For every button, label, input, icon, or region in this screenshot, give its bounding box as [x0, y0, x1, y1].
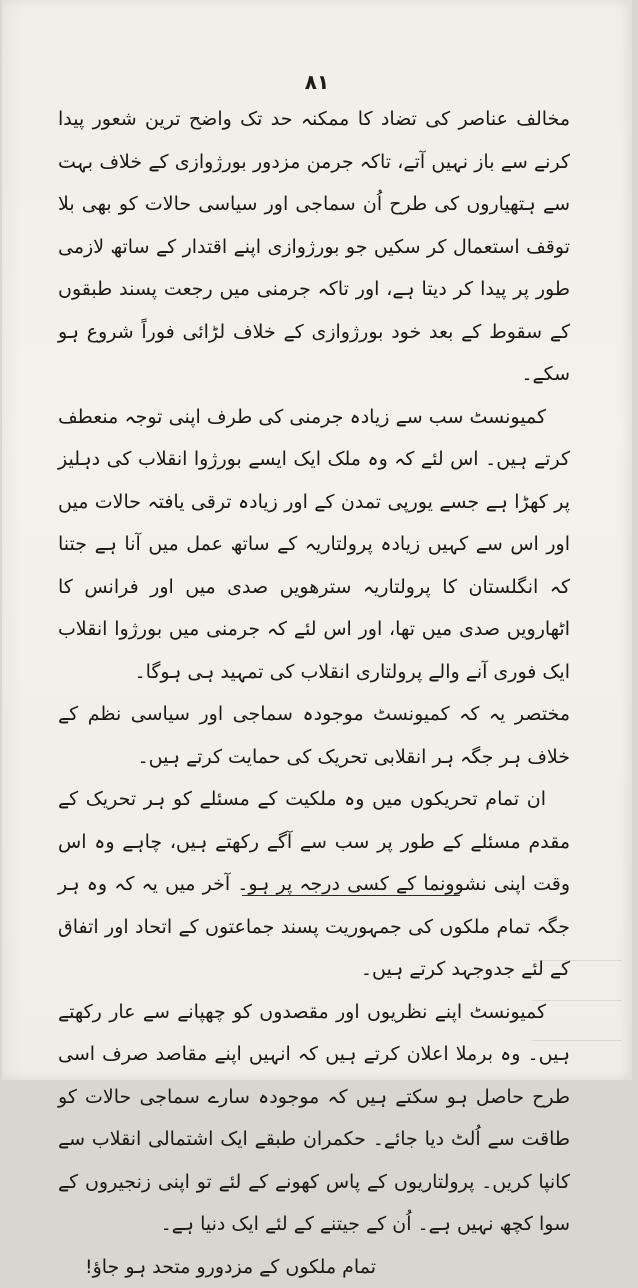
book-page — [2, 0, 632, 1080]
paragraph-5: کمیونسٹ اپنے نظریوں اور مقصدوں کو چھپانے سے عار رکھتے ہیں۔ وہ برملا اعلان کرتے ہیں کہ انہیں اپنے مقاصد صرف اسی طرح حاصل ہو سکتے ہیں کہ موجودہ سارے سماجی حالات کو طاقت سے اُلٹ دیا جائے۔ حکمران طبقے ایک اشتمالی انقلاب سے کانپا کریں۔ پرولتاریوں کے پاس کھونے کے لئے تو اپنی زنجیروں کے سوا کچھ نہیں ہے۔ اُن کے جیتنے کے لئے ایک دنیا ہے۔ — [58, 991, 570, 1246]
paragraph-4: ان تمام تحریکوں میں وہ ملکیت کے مسئلے کو ہر تحریک کے مقدم مسئلے کے طور پر سب سے آگے رکھتے ہیں، چاہے وہ اس وقت اپنی نشوونما کے کسی درجہ پر ہو۔ آخر میں یہ کہ وہ ہر جگہ تمام ملکوں کی جمہوریت پسند جماعتوں کے اتحاد اور اتفاق کے لئے جدوجہد کرتے ہیں۔ — [58, 778, 570, 991]
closing-slogan: تمام ملکوں کے مزدورو متحد ہو جاؤ! — [58, 1246, 570, 1288]
page-number: ۸۱ — [2, 70, 632, 94]
paragraph-2: کمیونسٹ سب سے زیادہ جرمنی کی طرف اپنی توجہ منعطف کرتے ہیں۔ اس لئے کہ وہ ملک ایک ایسے بورژوا انقلاب کی دہلیز پر کھڑا ہے جسے یورپی تمدن کے اور زیادہ ترقی یافتہ حالات میں اور اس سے کہیں زیادہ پرولتاریہ کے ساتھ عمل میں آنا ہے جتنا کہ انگلستان کا پرولتاریہ سترھویں صدی میں اور فرانس کا اٹھارویں صدی میں تھا، اور اس لئے کہ جرمنی میں بورژوا انقلاب ایک فوری آنے والے پرولتاری انقلاب کی تمہید ہی ہوگا۔ — [58, 396, 570, 694]
bleed-through-mark — [532, 960, 622, 961]
paragraph-3: مختصر یہ کہ کمیونسٹ موجودہ سماجی اور سیاسی نظم کے خلاف ہر جگہ ہر انقلابی تحریک کی حمایت کرتے ہیں۔ — [58, 693, 570, 778]
bleed-through-mark — [532, 1040, 622, 1041]
bleed-through-mark — [532, 1000, 622, 1001]
page-body — [58, 98, 570, 1288]
paragraph-1: مخالف عناصر کی تضاد کا ممکنہ حد تک واضح ترین شعور پیدا کرنے سے باز نہیں آتے، تاکہ جرمن مزدور بورژوازی کے خلاف بہت سے ہتھیاروں کی طرح اُن سماجی اور سیاسی حالات کو بھی بلا توقف استعمال کر سکیں جو بورژوازی اپنے اقتدار کے ساتھ لازمی طور پر پیدا کر دیتا ہے، اور تاکہ جرمنی میں رجعت پسند طبقوں کے سقوط کے بعد خود بورژوازی کے خلاف لڑائی فوراً شروع ہو سکے۔ — [58, 98, 570, 396]
section-divider — [242, 895, 460, 896]
